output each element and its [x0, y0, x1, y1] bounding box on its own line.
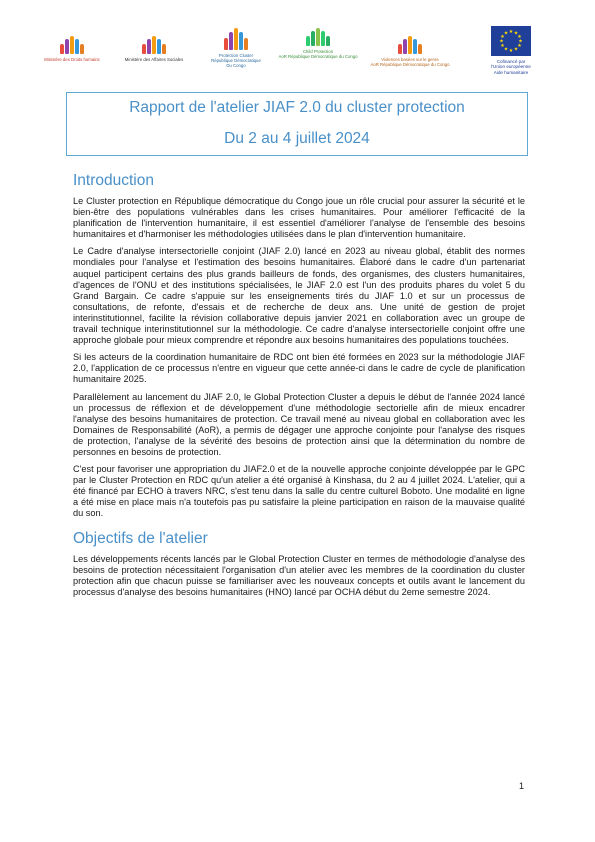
paragraph: Le Cluster protection en République démocratique du Congo joue un rôle crucial pour assurer la sécurité et le bien-être des populations vulnérables dans les crises humanitaires. Pour améliorer l'efficacité de la planification de l'intervention humanitaire, il est essentiel d'améliorer l'analyse de l'ensemble des besoins humanitaires et d'harmoniser les méthodologies utilisées dans le plan d'intervention humanitaire.	[73, 196, 525, 240]
people-figures-icon	[368, 32, 452, 54]
svg-text:★: ★	[508, 29, 514, 35]
svg-text:★: ★	[513, 46, 519, 53]
partner-logos	[30, 22, 570, 82]
paragraph: Si les acteurs de la coordination humanitaire de RDC ont bien été formées en 2023 sur la méthodologie JIAF 2.0, l'application de ce processus n'entre en vigueur que cette année-ci dans le cadre de cycle de planification humanitaire 2025.	[73, 352, 525, 385]
svg-text:★: ★	[500, 34, 505, 40]
logo-caption: Ministère des Affaires Sociales	[124, 57, 184, 62]
logo-affaires-sociales	[112, 22, 196, 62]
logo-eu	[476, 22, 546, 75]
eu-caption: Cofinancé par l'Union européenne Aide humanitaire	[491, 59, 531, 75]
people-figures-icon	[194, 24, 278, 50]
svg-text:★: ★	[518, 38, 523, 45]
logo-caption: Ministère des Droits humains	[44, 57, 100, 62]
svg-text:★: ★	[517, 34, 522, 40]
people-figures-icon	[112, 32, 196, 54]
page-number: 1	[518, 781, 524, 791]
logo-caption: Violences basées sur le genre AoR République Démocratique du Congo	[370, 57, 450, 67]
paragraph: Parallèlement au lancement du JIAF 2.0, le Global Protection Cluster a depuis le début de l'année 2024 lancé un processus de réflexion et de développement d'une méthodologie sectorielle afin de mieux encadrer l'analyse des besoins humanitaires de protection. Ce travail mené au niveau global en collaboration avec les Domaines de Responsabilité (AoR), a permis de dégager une approche conjointe pour l'analyse des risques de protection, l'analyse de la sévérité des besoins de protection ainsi que la détermination du nombre de personnes en besoins de protection.	[73, 391, 525, 457]
paragraph: Le Cadre d'analyse intersectorielle conjoint (JIAF 2.0) lancé en 2023 au niveau global, établit des normes mondiales pour l'analyse et l'estimation des besoins humanitaires. Élaboré dans le cadre d'un partenariat auquel participent certains des plus grands bailleurs de fonds, des organismes, des clusters humanitaires, d'agences de l'ONU et des institutions spécialisées, le JIAF 2.0 est l'un des produits phares du volet 5 du Grand Bargain. Ce cadre s'appuie sur les enseignements tirés du JIAF 1.0 et sur un processus de consultations, de refonte, d'essais et de recherche de deux ans. Une unité de gestion de projet interinstitutionnel, facilite la révision collaborative depuis janvier 2021 en collaboration avec un groupe de travail technique interinstitutionnel sur la méthodologie. Ce cadre d'analyse intersectorielle conjoint offre une approche globale pour mieux comprendre et répondre aux besoins humanitaires des populations touchées.	[73, 246, 525, 346]
document-body	[73, 172, 525, 604]
paragraph: C'est pour favoriser une appropriation du JIAF2.0 et de la nouvelle approche conjointe développée par le GPC par le Cluster Protection en RDC qu'un atelier a été organisé à Kinshasa, du 2 au 4 juillet 2024. L'atelier, qui a été financé par ECHO à travers NRC, s'est tenu dans la salle du centre culturel Boboto. Une modalité en ligne a été mise en place mais n'a toutefois pas pu satisfaire la pleine participation en raison de la mauvaise qualité du son.	[73, 464, 525, 519]
eu-flag-icon	[491, 26, 531, 56]
report-title: Rapport de l'atelier JIAF 2.0 du cluster protection	[129, 99, 465, 116]
paragraph: Les développements récents lancés par le Global Protection Cluster en termes de méthodologie d'analyse des besoins de protection nécessitaient l'organisation d'un atelier avec les membres de la coordination du cluster protection afin que chacun puisse se familiariser avec les nouveaux concepts et outils avant le lancement du processus d'analyse des besoins humanitaires (HNO) lancé par OCHA début du 2eme semestre 2024.	[73, 553, 525, 597]
people-figures-icon	[276, 24, 360, 46]
logo-caption: Child Protection AoR République Démocratique du Congo	[278, 49, 358, 59]
logo-droits-humains	[30, 22, 114, 62]
report-title-box	[66, 92, 528, 156]
svg-text:★: ★	[503, 46, 509, 53]
heading-introduction: Introduction	[73, 172, 154, 189]
report-dates: Du 2 au 4 juillet 2024	[224, 130, 370, 147]
svg-text:★: ★	[513, 30, 519, 37]
people-figures-icon	[30, 32, 114, 54]
svg-text:★: ★	[503, 30, 509, 37]
svg-text:★: ★	[499, 38, 504, 45]
logo-child-protection	[276, 22, 360, 59]
logo-caption: Protection Cluster République Démocratique Du Congo	[211, 53, 261, 68]
heading-objectifs: Objectifs de l'atelier	[73, 529, 208, 547]
svg-text:★: ★	[500, 43, 505, 49]
svg-text:★: ★	[508, 48, 514, 54]
svg-text:★: ★	[517, 43, 522, 49]
logo-vbg	[368, 22, 452, 67]
logo-protection-cluster	[194, 22, 278, 68]
